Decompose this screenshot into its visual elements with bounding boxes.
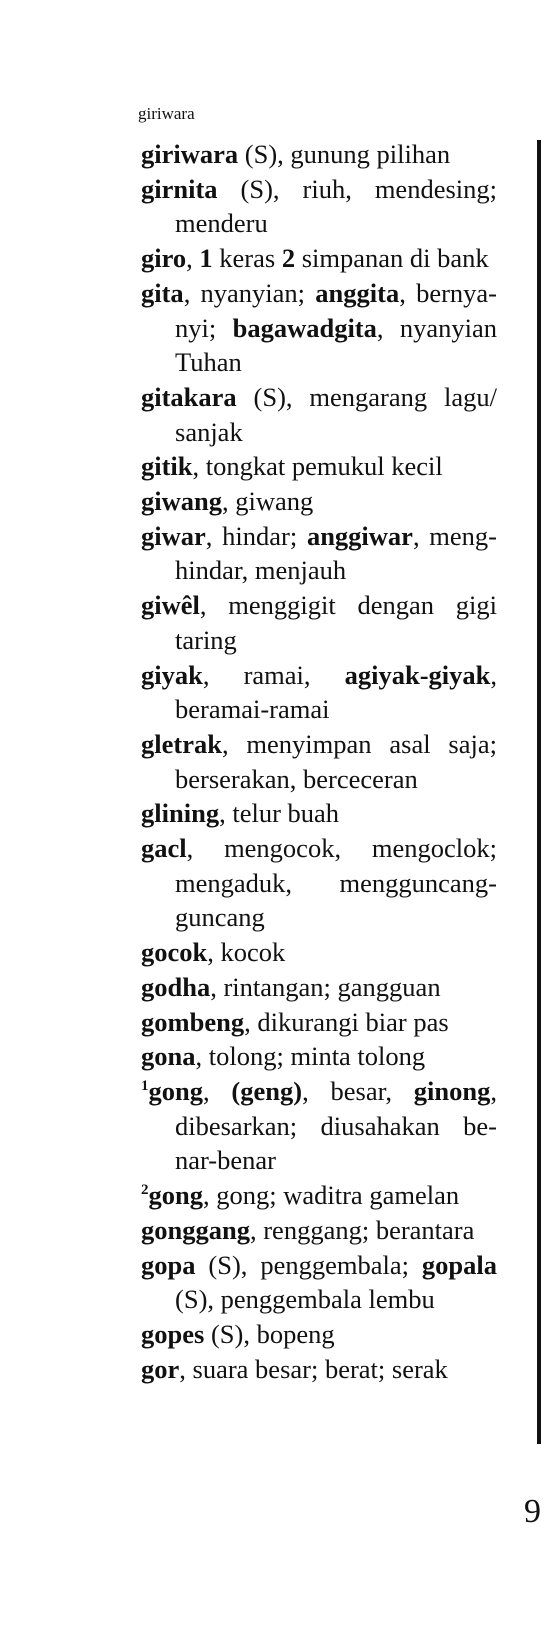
dictionary-entry [141, 484, 497, 519]
headword: godha [141, 971, 211, 1002]
headword: giwêl [141, 590, 200, 621]
definition-text: , menggigit dengan gigi taring [175, 590, 497, 655]
definition-text: (S), riuh, mendesing; menderu [175, 173, 497, 239]
headword: glining [141, 798, 220, 829]
dictionary-entry [141, 1039, 497, 1074]
dictionary-entry [141, 1178, 497, 1213]
headword: gonggang [141, 1214, 250, 1245]
headword: gita [141, 277, 184, 308]
headword: gor [141, 1353, 180, 1384]
dictionary-entry [141, 727, 497, 796]
dictionary-entries [141, 137, 497, 1386]
definition-text: (S), mengarang lagu/ sanjak [175, 381, 497, 447]
headword: agiyak-giyak [344, 659, 491, 690]
dictionary-entry [141, 1317, 497, 1352]
dictionary-entry [141, 796, 497, 831]
headword: gopes [141, 1318, 205, 1349]
definition-text: , kocok [207, 937, 286, 968]
headword: giwar [141, 520, 206, 551]
definition-text: (S), gunung pilihan [238, 139, 451, 169]
definition-text: , suara besar; berat; serak [179, 1353, 448, 1384]
definition-text: , hindar; [205, 520, 307, 551]
definition-text: simpanan di bank [295, 243, 489, 274]
homonym-number: 1 [141, 1077, 149, 1094]
definition-text: (S), bopeng [204, 1318, 335, 1349]
homonym-number: 2 [141, 1182, 149, 1199]
headword: gacl [141, 833, 187, 864]
definition-text: , ramai, [202, 659, 345, 690]
definition-text: , [203, 1075, 232, 1106]
dictionary-entry [141, 380, 497, 449]
definition-text: , nyanyian Tuhan [175, 312, 497, 378]
headword: gong [148, 1180, 203, 1211]
headword: gopa [141, 1249, 196, 1280]
dictionary-entry [141, 1005, 497, 1040]
definition-text: , besar, [302, 1075, 414, 1106]
definition-text: , tongkat pemukul kecil [192, 451, 443, 482]
headword: giriwara [141, 139, 239, 169]
headword: giwang [141, 486, 222, 517]
dictionary-entry [141, 935, 497, 970]
headword: (geng) [231, 1075, 303, 1106]
definition-text: (S), penggembala; [195, 1249, 422, 1280]
dictionary-entry [141, 241, 497, 276]
definition-text: , [186, 243, 200, 274]
headword: bagawadgita [232, 312, 377, 343]
running-head: giriwara [138, 104, 195, 123]
headword: gong [148, 1075, 203, 1106]
headword: gitakara [141, 381, 237, 412]
dictionary-entry [141, 172, 497, 241]
definition-text: , nyanyian; [183, 277, 316, 308]
definition-text: , mengocok, mengoclok; mengaduk, mengguncang-guncang [175, 833, 497, 933]
definition-text: , rintangan; gangguan [210, 971, 441, 1002]
dictionary-entry [141, 588, 497, 657]
headword: gopala [421, 1249, 497, 1280]
definition-text: , dikurangi biar pas [244, 1006, 449, 1037]
dictionary-entry [141, 1248, 497, 1317]
headword: girnita [141, 173, 218, 204]
definition-text: , dibesarkan; diusahakan be-nar-benar [175, 1075, 497, 1176]
definition-text: , beramai-ramai [175, 659, 497, 725]
headword: gombeng [141, 1006, 245, 1037]
page-number: 9 [524, 1493, 541, 1530]
definition-text: , meng-hindar, menjauh [175, 520, 498, 586]
dictionary-entry [141, 137, 497, 172]
headword: anggita [315, 277, 400, 308]
headword: giro [141, 243, 187, 274]
definition-text: , telur buah [219, 798, 340, 829]
headword: gletrak [141, 728, 222, 759]
headword: gocok [141, 937, 208, 968]
definition-text: , menyimpan asal saja; berserakan, berceceran [175, 728, 497, 794]
dictionary-entry [141, 658, 497, 727]
dictionary-entry [141, 1074, 497, 1178]
dictionary-entry [141, 276, 497, 380]
dictionary-entry [141, 1352, 497, 1387]
definition-text: , renggang; berantara [249, 1214, 475, 1245]
dictionary-entry [141, 831, 497, 935]
headword: giyak [141, 659, 203, 690]
definition-text: , giwang [222, 486, 314, 517]
headword: ginong [413, 1075, 491, 1106]
headword: gona [141, 1041, 196, 1072]
dictionary-entry [141, 449, 497, 484]
definition-text: , tolong; minta tolong [195, 1041, 426, 1072]
headword: 1 [199, 243, 213, 274]
column-rule [537, 140, 541, 1444]
dictionary-entry [141, 1213, 497, 1248]
definition-text: , bernya-nyi; [175, 277, 497, 343]
definition-text: , gong; waditra gamelan [203, 1180, 460, 1211]
headword: 2 [281, 243, 296, 274]
definition-text: (S), penggembala lembu [175, 1284, 435, 1315]
headword: anggiwar [306, 520, 413, 551]
dictionary-entry [141, 970, 497, 1005]
headword: gitik [141, 451, 193, 482]
dictionary-entry [141, 519, 497, 588]
definition-text: keras [212, 243, 282, 274]
